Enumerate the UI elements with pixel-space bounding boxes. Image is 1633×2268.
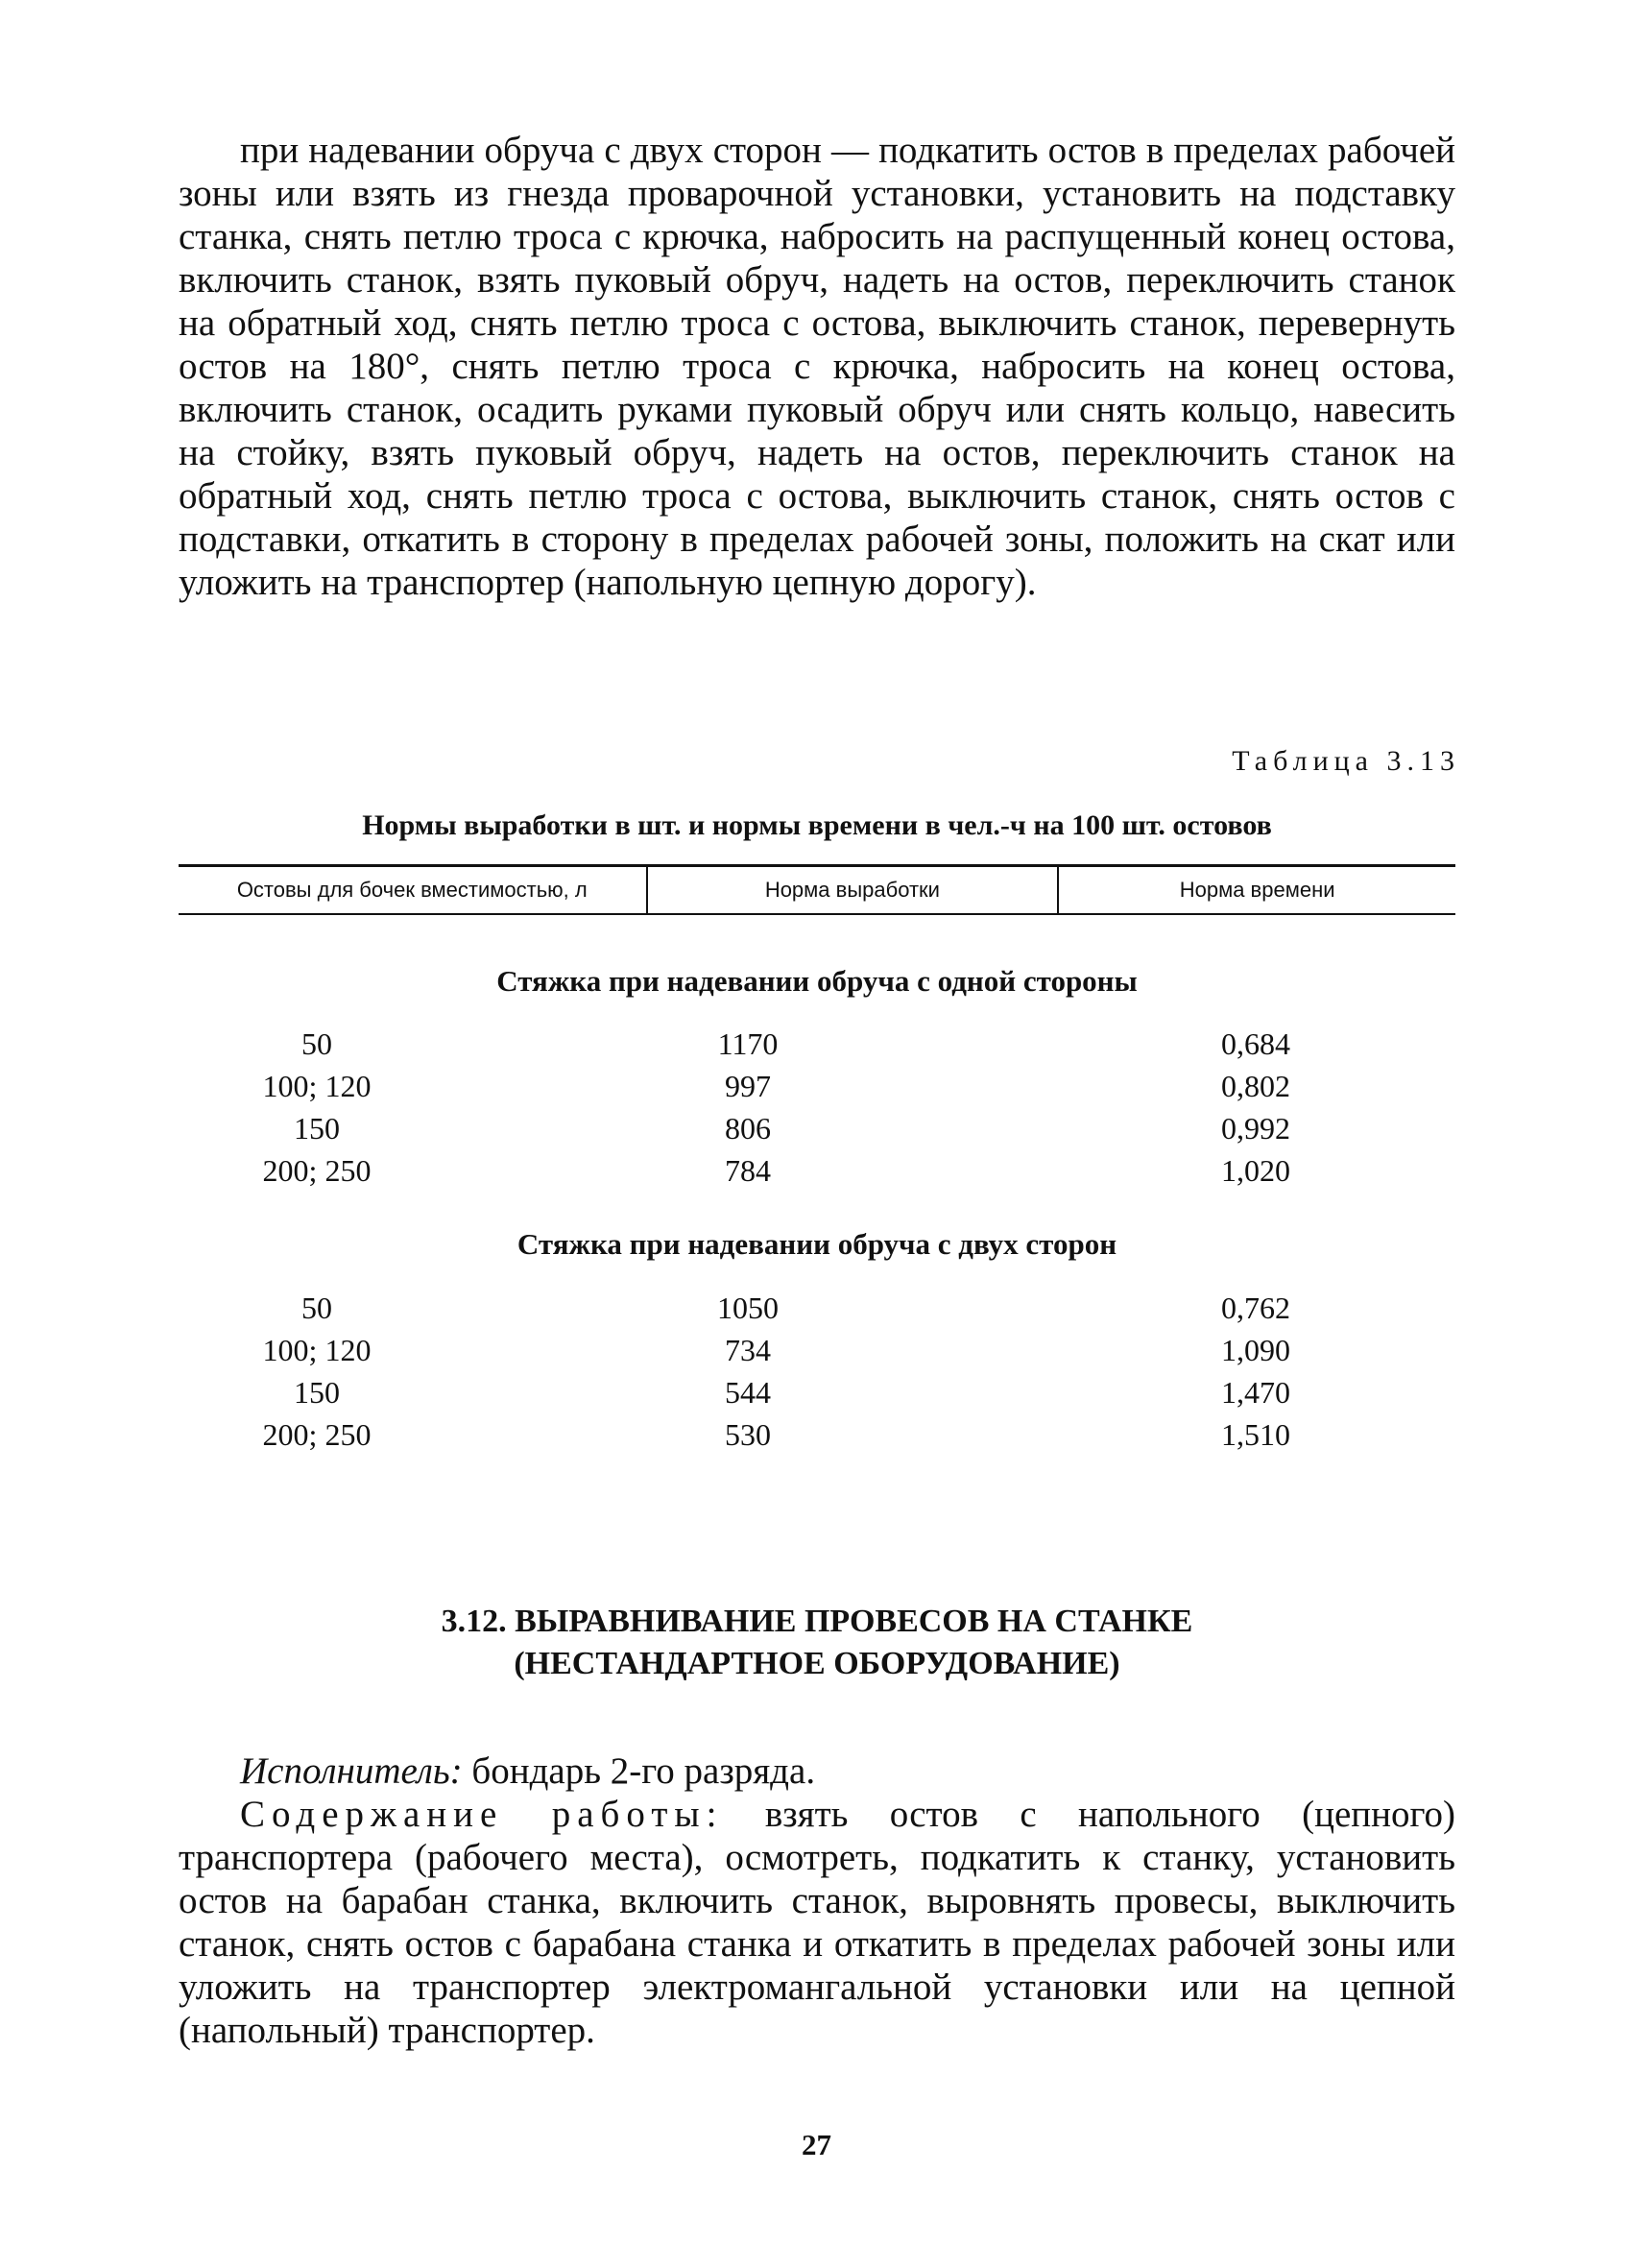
cell-capacity: 50 [301, 1025, 332, 1061]
work-content-paragraph [179, 1793, 1455, 2052]
header-capacity: Остовы для бочек вместимостью, л [179, 867, 648, 913]
work-content-text: взять остов с напольного (цепного) транспортера (рабочего места), осмотреть, подкатить к станку, установить остов на барабан станка, включить станок, выровнять провесы, выключить станок, снять остов с барабана станка и откатить в пределах рабочей зоны или уложить на транспортер электромангальной установки или на цепной (напольный) транспортер. [179, 1794, 1456, 2051]
cell-time: 0,762 [1221, 1290, 1290, 1325]
cell-capacity: 200; 250 [262, 1416, 372, 1452]
page-number: 27 [802, 2128, 831, 2161]
cell-time: 0,992 [1221, 1110, 1290, 1146]
intro-paragraph [179, 129, 1455, 604]
cell-capacity: 50 [301, 1290, 332, 1325]
table-section-rows [179, 1023, 1455, 1192]
cell-capacity: 150 [294, 1110, 340, 1146]
cell-output: 530 [725, 1416, 771, 1452]
table-row [179, 1371, 1455, 1413]
table-row [179, 1329, 1455, 1371]
cell-time: 1,510 [1221, 1416, 1290, 1452]
cell-time: 1,020 [1221, 1152, 1290, 1188]
table-row [179, 1023, 1455, 1065]
table-caption: Нормы выработки в шт. и нормы времени в чел.-ч на 100 шт. остовов [362, 809, 1272, 841]
cell-time: 1,090 [1221, 1332, 1290, 1367]
cell-time: 0,684 [1221, 1025, 1290, 1061]
cell-output: 544 [725, 1374, 771, 1410]
executor-text: бондарь 2-го разряда. [462, 1750, 816, 1792]
work-content-label: Содержание работы: [240, 1794, 724, 1835]
table-section-rows [179, 1287, 1455, 1456]
executor-line [179, 1749, 1455, 1793]
table-row [179, 1065, 1455, 1107]
table-header [179, 864, 1455, 915]
table-row [179, 1413, 1455, 1456]
cell-output: 806 [725, 1110, 771, 1146]
cell-capacity: 200; 250 [262, 1152, 372, 1188]
header-output-norm: Норма выработки [648, 867, 1060, 913]
executor-label: Исполнитель: [240, 1750, 463, 1792]
header-time-norm: Норма времени [1179, 878, 1335, 902]
intro-paragraph-text: при надевании обруча с двух сторон — подкатить остов в пределах рабочей зоны или взять из гнезда проварочной установки, установить на подставку станка, снять петлю троса с крючка, набросить на распущенный конец остова, включить станок, взять пуковый обруч, надеть на остов, переключить станок на обратный ход, снять петлю троса с остова, выключить станок, перевернуть остов на 180°, снять петлю троса с крючка, набросить на конец остова, включить станок, осадить руками пуковый обруч или снять кольцо, навесить на стойку, взять пуковый обруч, надеть на остов, переключить станок на обратный ход, снять петлю троса с остова, выключить станок, снять остов с подставки, откатить в сторону в пределах рабочей зоны, положить на скат или уложить на транспортер (напольную цепную дорогу). [179, 130, 1455, 603]
section-heading [179, 1601, 1455, 1685]
cell-capacity: 100; 120 [262, 1068, 372, 1103]
table-section-title: Стяжка при надевании обруча с двух сторон [516, 1227, 1117, 1261]
cell-capacity: 100; 120 [262, 1332, 372, 1367]
section-heading-line1: 3.12. ВЫРАВНИВАНИЕ ПРОВЕСОВ НА СТАНКЕ [441, 1604, 1193, 1639]
cell-output: 734 [725, 1332, 771, 1367]
table-row [179, 1107, 1455, 1149]
cell-output: 997 [725, 1068, 771, 1103]
table-row [179, 1149, 1455, 1192]
cell-time: 0,802 [1221, 1068, 1290, 1103]
table-label: Таблица 3.13 [1232, 745, 1460, 777]
cell-output: 1170 [717, 1025, 779, 1061]
table-row [179, 1287, 1455, 1329]
cell-output: 784 [725, 1152, 771, 1188]
cell-capacity: 150 [294, 1374, 340, 1410]
table-section-title: Стяжка при надевании обруча с одной стороны [496, 964, 1138, 998]
cell-output: 1050 [717, 1290, 779, 1325]
section-heading-line2: (НЕСТАНДАРТНОЕ ОБОРУДОВАНИЕ) [514, 1646, 1120, 1681]
cell-time: 1,470 [1221, 1374, 1290, 1410]
